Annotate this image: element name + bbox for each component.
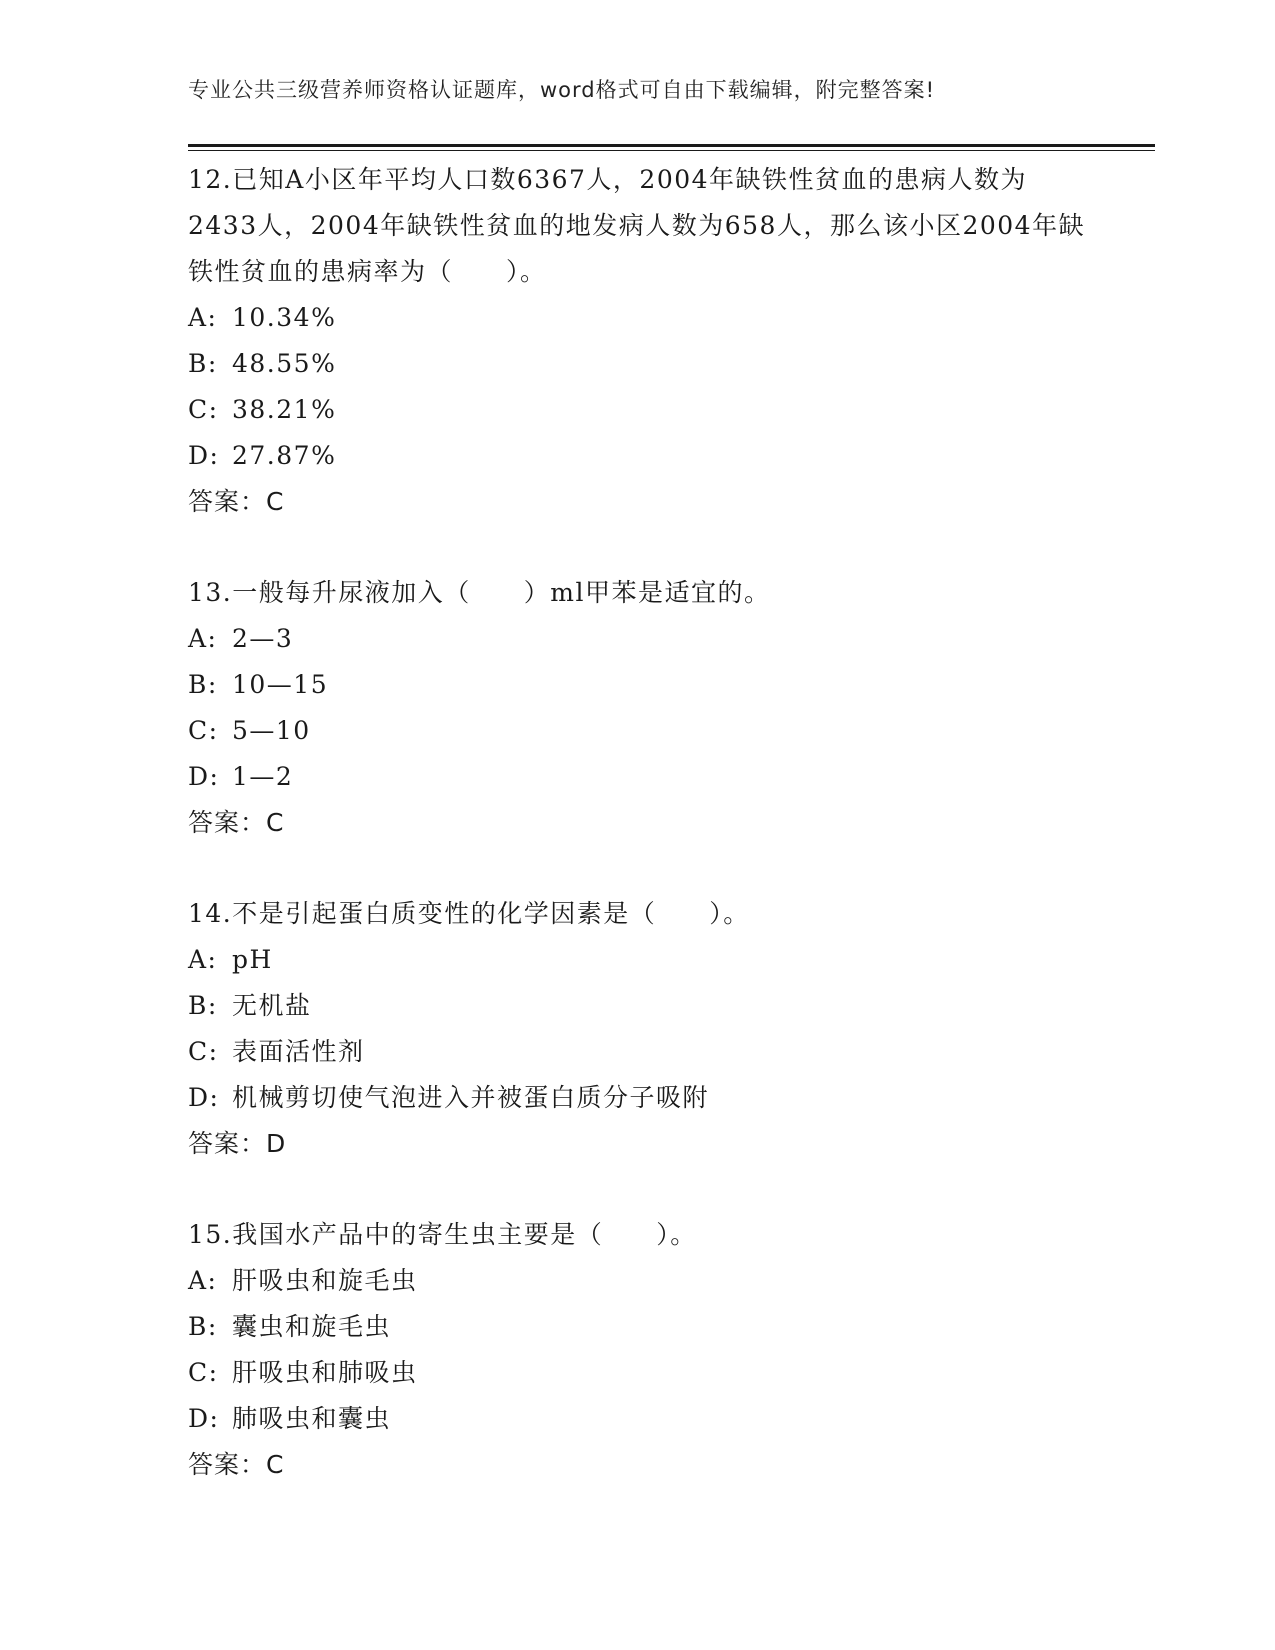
option-d: [188, 433, 1088, 479]
option-text: 10.34%: [232, 303, 337, 332]
question-15: [188, 1212, 1088, 1488]
question-14: [188, 891, 1088, 1167]
option-text: 表面活性剂: [232, 1037, 365, 1066]
question-stem: 12.已知A小区年平均人口数6367人，2004年缺铁性贫血的患病人数为2433人，2004年缺铁性贫血的地发病人数为658人，那么该小区2004年缺铁性贫血的患病率为（ ）。: [188, 165, 1086, 286]
option-key: B:: [188, 1312, 218, 1341]
option-b: [188, 662, 1088, 708]
option-text: 1—2: [232, 762, 294, 791]
option-key: D:: [188, 762, 220, 791]
option-key: C:: [188, 1037, 219, 1066]
option-c: [188, 708, 1088, 754]
option-c: [188, 387, 1088, 433]
option-a: [188, 937, 1088, 983]
option-b: [188, 341, 1088, 387]
option-key: A:: [188, 303, 218, 332]
option-text: 机械剪切使气泡进入并被蛋白质分子吸附: [232, 1083, 710, 1112]
option-key: C:: [188, 1358, 219, 1387]
option-a: [188, 616, 1088, 662]
option-d: [188, 1396, 1088, 1442]
answer: 答案：C: [188, 487, 285, 516]
question-stem: 14.不是引起蛋白质变性的化学因素是（ ）。: [188, 899, 750, 928]
question-list: [188, 157, 1088, 1533]
option-text: 肝吸虫和旋毛虫: [232, 1266, 418, 1295]
option-key: C:: [188, 395, 219, 424]
option-key: B:: [188, 349, 218, 378]
option-d: [188, 754, 1088, 800]
answer: 答案：D: [188, 1129, 287, 1158]
option-text: 48.55%: [232, 349, 337, 378]
option-b: [188, 983, 1088, 1029]
option-key: B:: [188, 670, 218, 699]
option-text: 肝吸虫和肺吸虫: [232, 1358, 418, 1387]
option-text: 囊虫和旋毛虫: [232, 1312, 392, 1341]
header-rule-thin: [188, 150, 1155, 151]
option-key: A:: [188, 624, 218, 653]
option-text: 27.87%: [232, 441, 337, 470]
question-12: [188, 157, 1088, 525]
option-key: D:: [188, 1404, 220, 1433]
question-13: [188, 570, 1088, 846]
option-text: 10—15: [232, 670, 329, 699]
option-c: [188, 1029, 1088, 1075]
option-text: 2—3: [232, 624, 294, 653]
option-b: [188, 1304, 1088, 1350]
option-key: A:: [188, 945, 218, 974]
option-key: D:: [188, 441, 220, 470]
question-stem: 13.一般每升尿液加入（ ）ml甲苯是适宜的。: [188, 578, 771, 607]
option-text: 5—10: [232, 716, 311, 745]
option-key: B:: [188, 991, 218, 1020]
option-key: D:: [188, 1083, 220, 1112]
option-key: C:: [188, 716, 219, 745]
header-rule-thick: [188, 144, 1155, 147]
option-c: [188, 1350, 1088, 1396]
question-stem: 15.我国水产品中的寄生虫主要是（ ）。: [188, 1220, 697, 1249]
option-text: 肺吸虫和囊虫: [232, 1404, 392, 1433]
answer: 答案：C: [188, 1450, 285, 1479]
page-header: 专业公共三级营养师资格认证题库，word格式可自由下载编辑，附完整答案!: [188, 78, 936, 102]
option-a: [188, 295, 1088, 341]
answer: 答案：C: [188, 808, 285, 837]
option-key: A:: [188, 1266, 218, 1295]
option-text: pH: [232, 945, 273, 974]
option-text: 38.21%: [232, 395, 337, 424]
option-a: [188, 1258, 1088, 1304]
option-d: [188, 1075, 1088, 1121]
option-text: 无机盐: [232, 991, 312, 1020]
